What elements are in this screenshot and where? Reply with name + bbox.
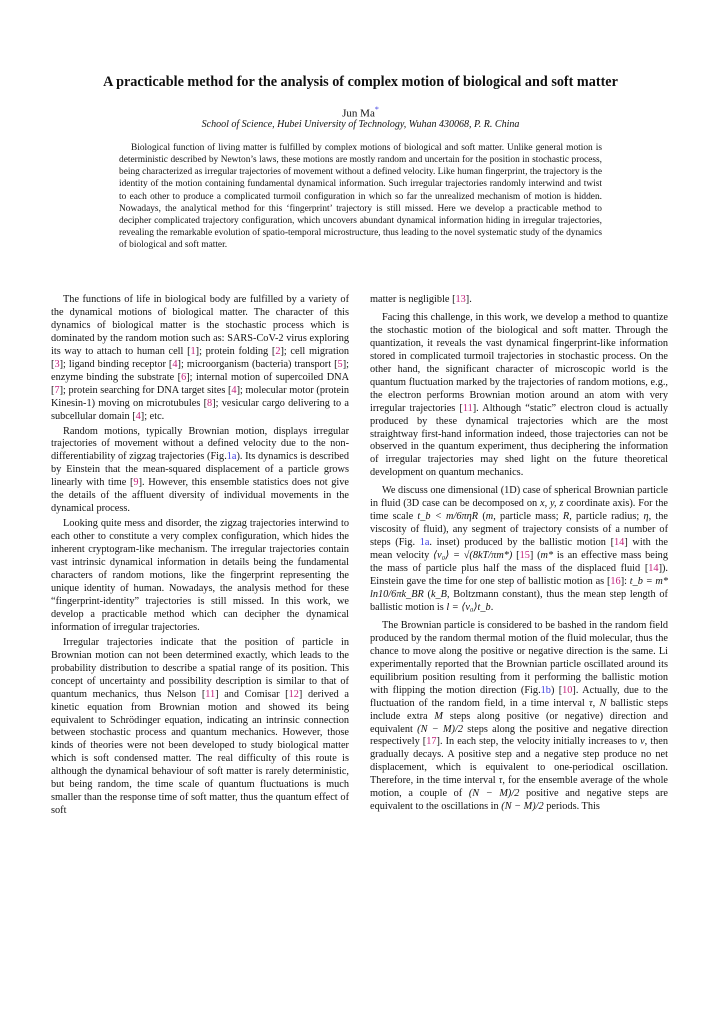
math-inline: ⟨v₀⟩ = √(8kT/πm*) [433,550,513,562]
paragraph-irregular-trajectories: Irregular trajectories indicate that the position of particle in Brownian motion can not been determined exactly, which leads to the probability distribution to describe a spatial range of its position. This concept of uncertainty and possibility description is similar to that of quantum mechanics, thus Nelson [11] and Comisar [12] derived a kinetic equation from Brownian motion and showed its being equivalent to Schrödinger equation, indicating an intrinsic connection between stochastic process and quantum mechanics. However, those kinds of theories were not been developed to study biological matter which is soft condensed matter. The real difficulty of this route is although the dynamical behaviour of soft matter is rarely deterministic, but being random, the time scale of quantum fluctuations is much smaller than the response time of soft matter, thus the quantum effect of soft [51,636,349,817]
author-footnote-mark[interactable]: * [374,105,379,114]
math-inline: (N − M)/2 [468,788,520,800]
figure-link[interactable]: 1b [540,684,551,696]
math-inline: N [599,697,607,709]
citation-link[interactable]: 13 [455,294,466,305]
author-name: Jun Ma [342,107,375,120]
paragraph-brownian-particle: The Brownian particle is considered to be bashed in the random field produced by the random thermal motion of the fluid molecular, thus the chance to move along the positive or negative direction is the same. Li experimentally reported that the Brownian particle oscillated around its equilibrium position resulting from it performing the ballistic motion with flipping the motion direction (Fig.1b) [10]. Actually, due to the fluctuation of the random field, in a time interval τ, N ballistic steps include extra M steps along positive (or negative) direction and equivalent (N − M)/2 steps along the positive and negative direction respectively [17]. In each step, the velocity initially increases to v, then gradually decays. A positive step and a negative step produce no net displacement, which is equivalent to one-periodical oscillation. Therefore, in the time interval τ, for the ensemble average of the whole motion, a couple of (N − M)/2 positive and negative steps are equivalent to the oscillations in (N − M)/2 periods. This [370,619,669,813]
affiliation: School of Science, Hubei University of Technology, Wuhan 430068, P. R. China [201,119,520,130]
citation-link[interactable]: 3 [54,358,60,370]
paragraph-intro: The functions of life in biological body are fulfilled by a variety of the dynamical motions of biological matter. The character of this dynamics of biological matter is the stochastic process which is dominated by the random motion such as: SARS-CoV-2 virus exploring its way to attach to human cell [1]; protein folding [2]; cell migration [3]; ligand binding receptor [4]; microorganism (bacteria) transport [5]; enzyme binding the substrate [6]; internal motion of supercoiled DNA [7]; protein searching for DNA target sites [4]; molecular motor (protein Kinesin-1) moving on microtubules [8]; vesicular cargo delivering to a subcellular domain [4]; etc. [51,294,350,422]
citation-link[interactable]: 15 [519,550,530,562]
citation-link[interactable]: 17 [426,736,437,748]
abstract: Biological function of living matter is fulfilled by complex motions of biological and soft matter. Unlike general motion is deterministic described by Newton’s laws, these motions are mostly random and uncertain for the position in stochastic process, being characterized as irregular trajectories of movement without a defined velocity. Like human fingerprint, the trajectory is the identity of the motion containing fundamental dynamical information. Such irregular trajectories randomly interwind and twist to each other to produce a complicated turmoil configuration in which so far the unrealized mechanism of motion is hidden. Nowadays, the analytical method for this ‘fingerprint’ trajectory is still missed. Here we develop a practicable method to decipher complicated trajectory configuration, which uncovers abundant dynamical information hiding in irregular trajectories, revealing the remarkable evolution of spatio-temporal microstructure, thus leading to the novel systematic study of the dynamics of biological and soft matter. [119,143,602,251]
math-inline: k_B [430,588,447,600]
citation-link[interactable]: 5 [337,358,343,370]
math-inline: (N − M)/2 [417,723,463,735]
citation-link[interactable]: 14 [614,537,625,549]
math-inline: m* [540,550,554,562]
citation-link[interactable]: 8 [207,397,213,409]
citation-link[interactable]: 10 [562,684,573,696]
citation-link[interactable]: 2 [275,345,281,357]
paragraph-continued: matter is negligible [13]. [370,294,472,305]
figure-link[interactable]: 1a [226,451,237,463]
citation-link[interactable]: 1 [190,345,196,357]
math-inline: R [562,511,570,523]
math-inline: (N − M)/2 [501,801,544,813]
paragraph-1d-case: We discuss one dimensional (1D) case of spherical Brownian particle in fluid (3D case can be decomposed on x, y, z coordinate axis). For the time scale t_b < m/6πηR (m, particle mass; R, particle radius; η, the viscosity of fluid), any segment of trajectory consists of a number of steps (Fig. 1a. inset) produced by the ballistic motion [14] with the mean velocity ⟨v₀⟩ = √(8kT/πm*) [15] (m* is an effective mass being the mass of particle plus half the mass of the displaced fluid [14]). Einstein gave the time for one step of ballistic motion as [16]: t_b = m* ln10/6πk_BR (k_B, Boltzmann constant), thus the mean step length of ballistic motion is l = ⟨v₀⟩t_b. [370,485,669,613]
citation-link[interactable]: 9 [133,477,139,489]
math-inline: t_b < m/6πηR [417,511,479,523]
math-inline: τ [498,775,503,787]
math-inline: τ [588,697,593,709]
citation-link[interactable]: 12 [288,688,299,700]
citation-link[interactable]: 11 [462,402,473,414]
math-inline: m [485,511,494,523]
math-inline: t_b = m* ln10/6πk_BR [370,576,669,600]
citation-link[interactable]: 7 [54,384,60,396]
paper-title: A practicable method for the analysis of complex motion of biological and soft matter [103,74,618,90]
citation-link[interactable]: 4 [172,358,178,370]
math-inline: x, y, z [540,498,564,510]
citation-link[interactable]: 4 [135,410,141,422]
right-column [370,294,668,816]
left-column [51,294,349,820]
citation-link[interactable]: 14 [648,563,659,575]
paragraph-fingerprint: Looking quite mess and disorder, the zigzag trajectories interwind to each other to constitute a very complex configuration, which hides the inherent cryptogram-like mechanism. The irregular trajectories contain vast intrinsic dynamical information in details being the fundamental characters of random motions, like the fingerprint representing the unique identity of human. Nowadays, the analysis method for these “fingerprint-identity” trajectories is still missed. In this work, we develop a practicable method which can decipher the dynamical information of irregular trajectories. [51,518,349,633]
math-inline: v [640,736,645,748]
citation-link[interactable]: 4 [231,384,237,396]
citation-link[interactable]: 11 [205,688,216,700]
citation-link[interactable]: 16 [610,576,621,588]
paragraph-random-motion: Random motions, typically Brownian motion, displays irregular trajectories of movement without a defined velocity due to the non-differentiability of zigzag trajectories (Fig.1a). Its dynamics is described by Einstein that the mean-squared displacement of a particle grows linearly with time [9]. However, this ensemble statistics does not give the details of the affluent diversity of individual movements in the dynamical process. [51,425,349,515]
math-inline: η [643,511,649,523]
math-inline: l = ⟨v₀⟩t_b [446,601,491,613]
math-inline: M [434,710,443,722]
citation-link[interactable]: 6 [181,371,187,383]
paragraph-challenge: Facing this challenge, in this work, we develop a method to quantize the stochastic motion of the biological and soft matter. Through the quantization, it reveals the vast dynamical fingerprint-like information stored in complicated turmoil trajectories in stochastic process. On the other hand, the significant character of microscopic world is the quantum fluctuation marked by the trajectories of random motions, e.g., the electron performs Brownian motion around an atom with very irregular trajectories [11]. Although “static” electron cloud is actually produced by these dynamical trajectories which are the most straightway first-hand information indeed, those trajectories can not be observed in the quantum experiment, thus deciphering the information of irregular trajectories may shed light on the future theoretical development on quantum mechanics. [370,311,668,479]
figure-link[interactable]: 1a [419,537,430,549]
